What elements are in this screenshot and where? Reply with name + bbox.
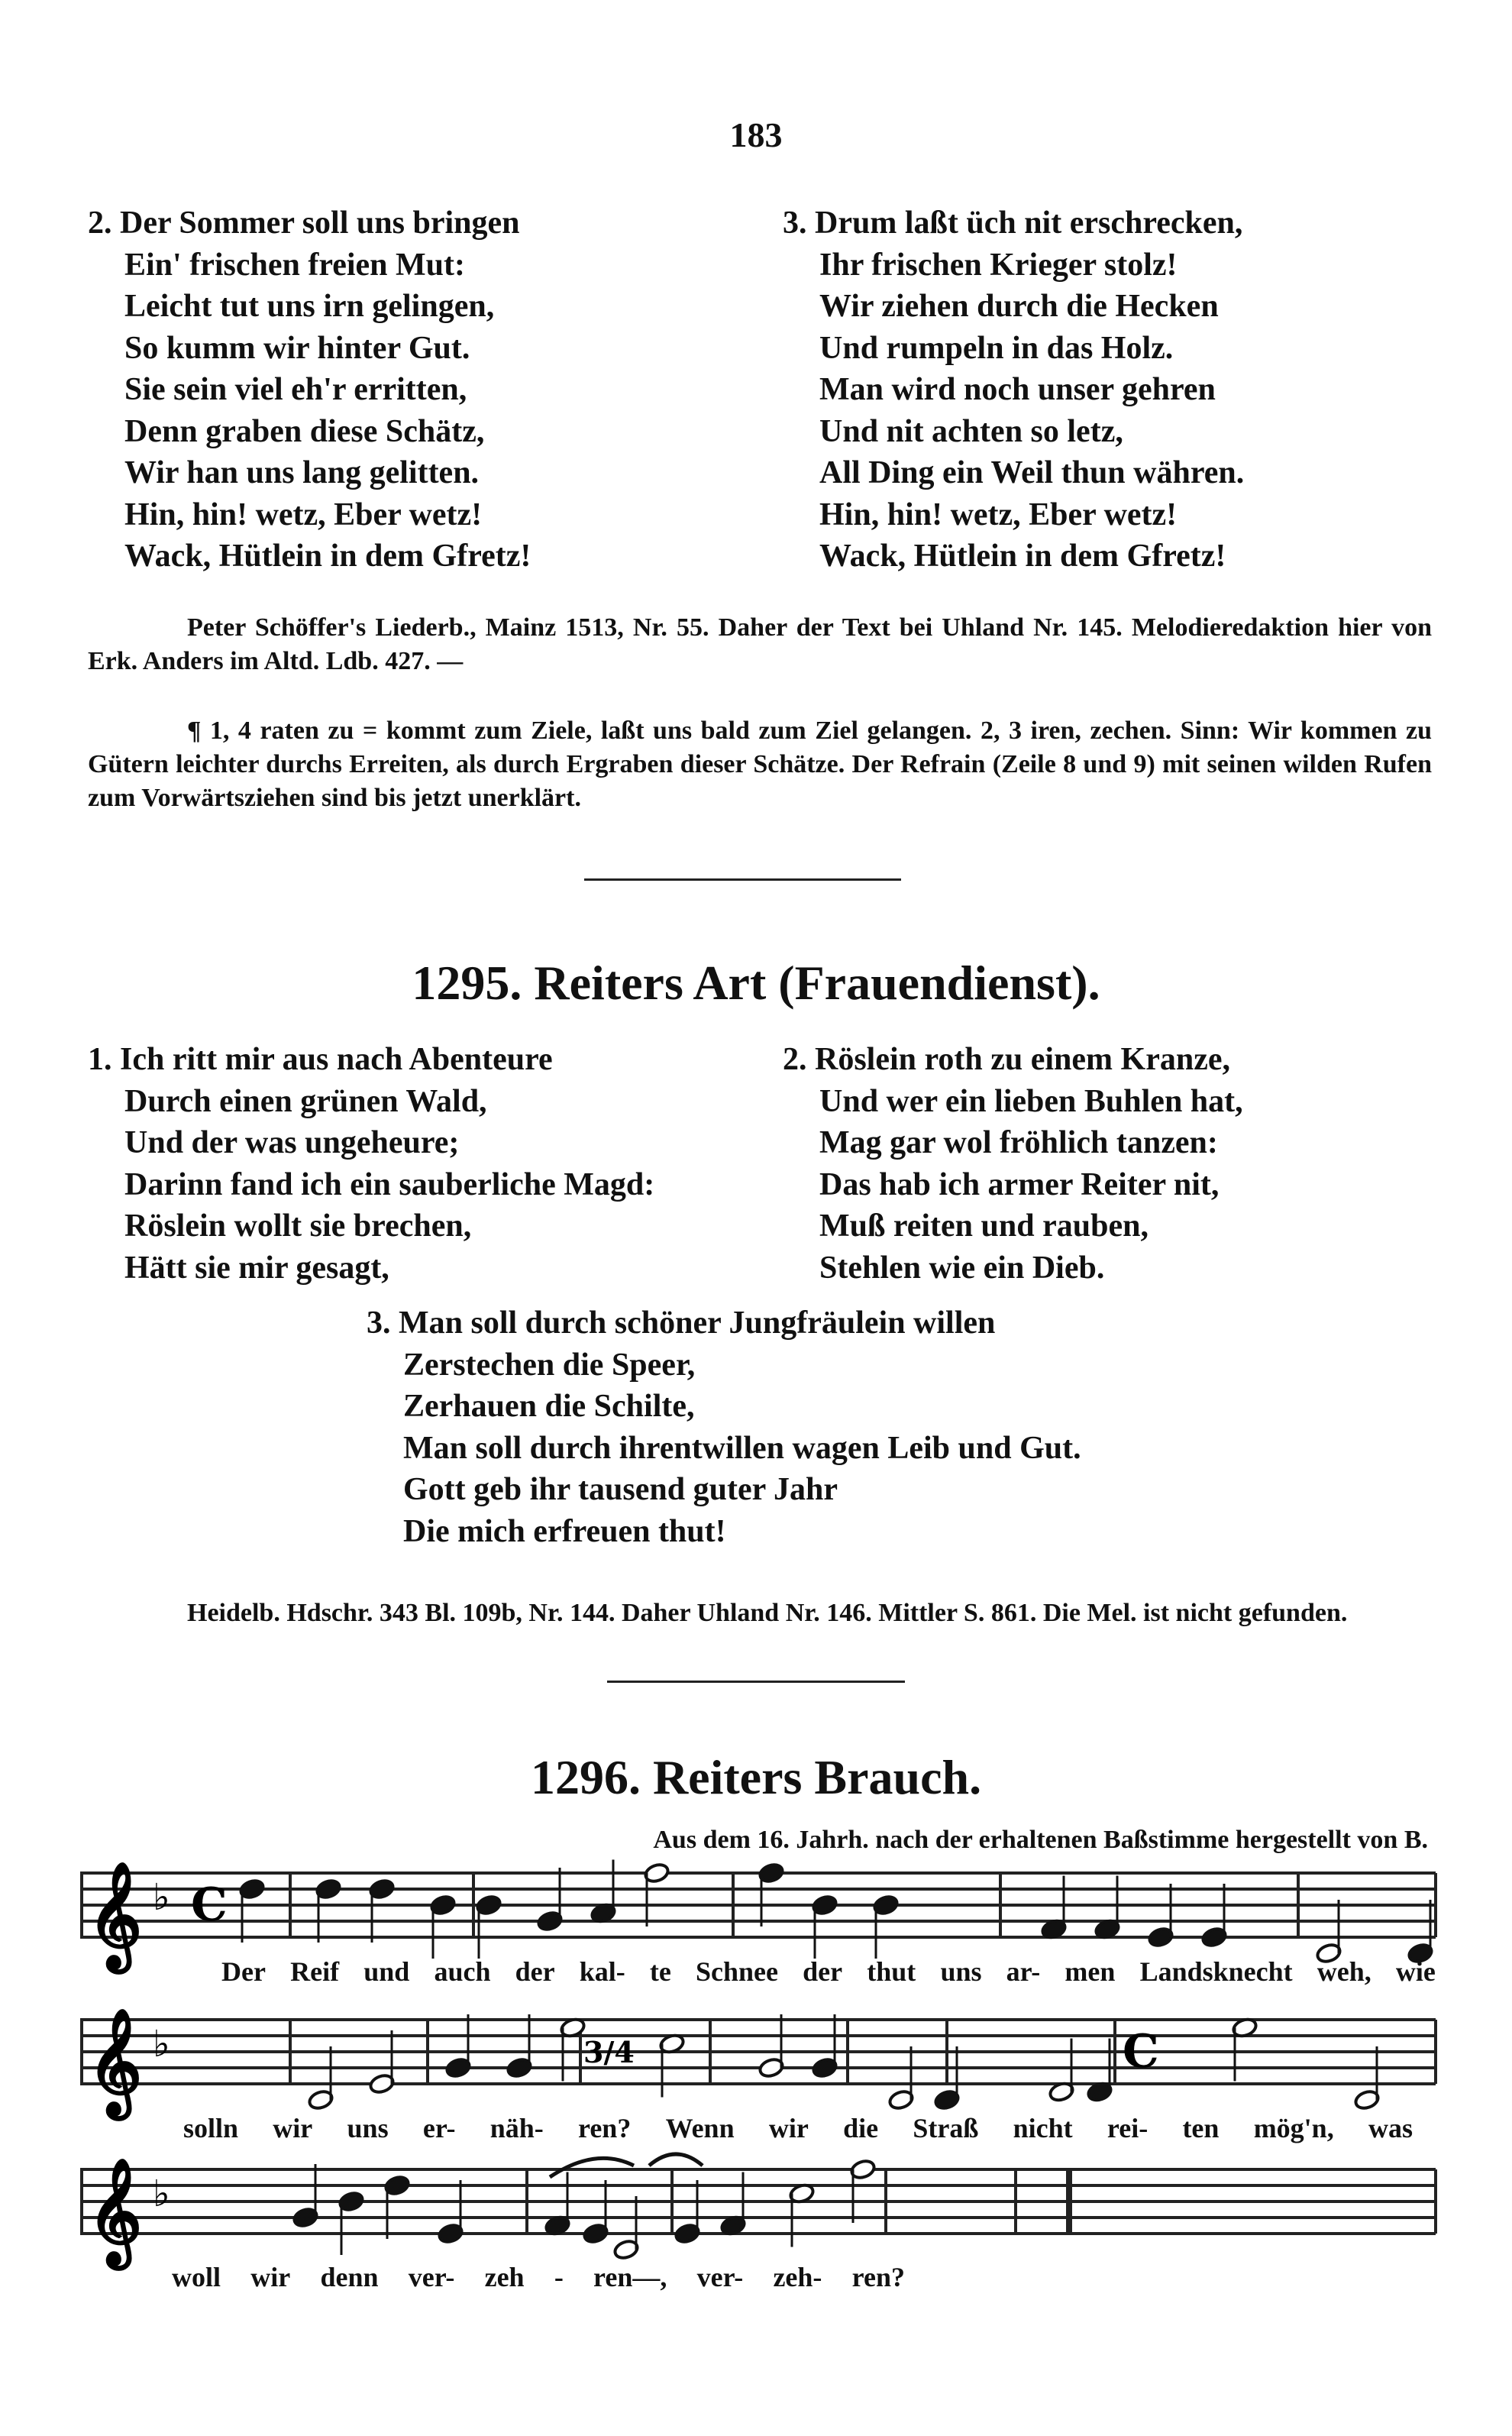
lyric-syllable: Reif bbox=[290, 1956, 340, 1987]
lyric-syllable: was bbox=[1368, 2113, 1413, 2143]
lyric-syllable: ar- bbox=[1006, 1956, 1041, 1987]
lyric-syllable: der bbox=[515, 1956, 555, 1987]
stanza-line: Darinn fand ich ein sauberliche Magd: bbox=[124, 1166, 655, 1202]
stanza-line: 3. Man soll durch schöner Jungfräulein willen bbox=[367, 1305, 996, 1341]
stanza-line: So kumm wir hinter Gut. bbox=[124, 330, 470, 366]
treble-clef-icon: 𝄞 bbox=[88, 2159, 142, 2265]
commentary-1294: ¶ 1, 4 raten zu = kommt zum Ziele, laßt uns bald zum Ziel gelangen. 2, 3 iren, zechen. Sinn: Wir kommen zu Gütern leichter durchs Erreiten, als durch Ergraben dieser Schätze. Der Refrain (Zeile 8 und 9) mit seinen wilden Rufen zum Vorwärtsziehen sind bis jetzt unerklärt. bbox=[88, 717, 1432, 812]
stanza-line: Man soll durch ihrentwillen wagen Leib und Gut. bbox=[403, 1430, 1081, 1466]
lyric-syllable: wie bbox=[1395, 1956, 1436, 1987]
stanza-line: Wack, Hütlein in dem Gfretz! bbox=[819, 539, 1226, 574]
time-signature: C bbox=[1123, 2025, 1159, 2079]
flat-sign-icon: ♭ bbox=[153, 2023, 170, 2066]
lyric-syllable: kal- bbox=[579, 1956, 625, 1987]
lyric-syllable: ren? bbox=[851, 2262, 905, 2292]
lyric-syllable: te bbox=[649, 1956, 671, 1987]
lyric-syllable: uns bbox=[940, 1956, 982, 1987]
lyric-syllable: wir bbox=[768, 2113, 809, 2143]
lyric-syllable: näh- bbox=[489, 2113, 544, 2143]
treble-clef-icon: 𝄞 bbox=[88, 2009, 142, 2115]
stanza-line: Wir han uns lang gelitten. bbox=[124, 455, 480, 490]
stanza-line: Ein' frischen freien Mut: bbox=[124, 247, 466, 283]
time-signature: C bbox=[191, 1878, 228, 1932]
stanza-line: Muß reiten und rauben, bbox=[819, 1208, 1149, 1244]
stanza-line: Und nit achten so letz, bbox=[819, 413, 1123, 449]
stanza-line: Und der was ungeheure; bbox=[124, 1125, 460, 1160]
stanza-line: Hin, hin! wetz, Eber wetz! bbox=[819, 497, 1178, 532]
lyric-syllable: der bbox=[803, 1956, 843, 1987]
stanza-line: Hätt sie mir gesagt, bbox=[124, 1250, 389, 1286]
slur bbox=[550, 2158, 634, 2177]
lyric-syllable: - bbox=[554, 2262, 564, 2292]
stanza-line: Mag gar wol fröhlich tanzen: bbox=[819, 1125, 1218, 1160]
lyric-syllable: Wenn bbox=[665, 2113, 735, 2143]
stanza-line: Und rumpeln in das Holz. bbox=[819, 330, 1174, 366]
stanza-line: Röslein wollt sie brechen, bbox=[124, 1208, 472, 1244]
stanza-line: Wack, Hütlein in dem Gfretz! bbox=[124, 539, 531, 574]
lyric-syllable: ver- bbox=[696, 2262, 744, 2292]
page-number: 183 bbox=[729, 115, 783, 154]
stanza-line: 2. Röslein roth zu einem Kranze, bbox=[783, 1042, 1230, 1077]
lyric-syllable: ren—, bbox=[593, 2262, 667, 2292]
lyric-syllable: uns bbox=[347, 2113, 389, 2143]
stanza-line: Durch einen grünen Wald, bbox=[124, 1083, 487, 1119]
lyric-syllable: nicht bbox=[1013, 2113, 1073, 2143]
time-signature: 3/4 bbox=[583, 2035, 635, 2069]
stanza-line: Wir ziehen durch die Hecken bbox=[819, 289, 1219, 324]
stanza-line: Stehlen wie ein Dieb. bbox=[819, 1250, 1105, 1286]
song-title-1296: 1296. Reiters Brauch. bbox=[530, 1750, 982, 1804]
lyrics-line-1 bbox=[221, 1956, 1436, 1988]
lyric-syllable: Schnee bbox=[696, 1956, 778, 1987]
flat-sign-icon: ♭ bbox=[153, 2172, 170, 2215]
lyric-syllable: thut bbox=[867, 1956, 916, 1987]
lyrics-line-3 bbox=[172, 2261, 905, 2293]
stanza-line: Denn graben diese Schätz, bbox=[124, 413, 485, 449]
stanza-line: Hin, hin! wetz, Eber wetz! bbox=[124, 497, 483, 532]
lyric-syllable: mög'n, bbox=[1253, 2113, 1334, 2143]
stanza-line: Man wird noch unser gehren bbox=[819, 372, 1216, 407]
lyric-syllable: men bbox=[1065, 1956, 1116, 1987]
lyric-syllable: zeh- bbox=[773, 2262, 822, 2292]
flat-sign-icon: ♭ bbox=[153, 1876, 170, 1919]
lyric-syllable: auch bbox=[434, 1956, 491, 1987]
lyric-syllable: denn bbox=[320, 2262, 379, 2292]
stanza-line: Die mich erfreuen thut! bbox=[403, 1513, 726, 1549]
lyric-syllable: Landsknecht bbox=[1139, 1956, 1293, 1987]
stanza-line: Gott geb ihr tausend guter Jahr bbox=[403, 1472, 838, 1507]
melody-attribution: Aus dem 16. Jahrh. nach der erhaltenen Baßstimme hergestellt von B. bbox=[653, 1826, 1428, 1854]
lyric-syllable: rei- bbox=[1107, 2113, 1149, 2143]
lyric-syllable: woll bbox=[172, 2262, 221, 2292]
stanza-line: Und wer ein lieben Buhlen hat, bbox=[819, 1083, 1243, 1119]
treble-clef-icon: 𝄞 bbox=[88, 1862, 142, 1969]
lyric-syllable: ver- bbox=[408, 2262, 455, 2292]
stanza-line: 3. Drum laßt üch nit erschrecken, bbox=[783, 205, 1243, 241]
stanza-line: 2. Der Sommer soll uns bringen bbox=[88, 205, 520, 241]
lyric-syllable: zeh bbox=[484, 2262, 525, 2292]
stanza-line: 1. Ich ritt mir aus nach Abenteure bbox=[88, 1042, 553, 1077]
lyric-syllable: die bbox=[843, 2113, 879, 2143]
lyric-syllable: er- bbox=[422, 2113, 456, 2143]
source-note-1294: Peter Schöffer's Liederb., Mainz 1513, Nr. 55. Daher der Text bei Uhland Nr. 145. Melodieredaktion hier von Erk. Anders im Altd. Ldb. 427. — bbox=[88, 613, 1432, 675]
stanza-line: Zerstechen die Speer, bbox=[403, 1347, 696, 1383]
stanza-line: Sie sein viel eh'r erritten, bbox=[124, 372, 467, 407]
stanza-line: Ihr frischen Krieger stolz! bbox=[819, 247, 1178, 283]
source-note-1295: Heidelb. Hdschr. 343 Bl. 109b, Nr. 144. Daher Uhland Nr. 146. Mittler S. 861. Die Mel. ist nicht gefunden. bbox=[187, 1599, 1348, 1627]
lyric-syllable: ren? bbox=[577, 2113, 632, 2143]
lyric-syllable: wir bbox=[250, 2262, 291, 2292]
stanza-line: Das hab ich armer Reiter nit, bbox=[819, 1166, 1220, 1202]
lyric-syllable: Straß bbox=[913, 2113, 979, 2143]
slur bbox=[649, 2154, 703, 2166]
song-title-1295: 1295. Reiters Art (Frauendienst). bbox=[412, 956, 1100, 1010]
stanza-line: All Ding ein Weil thun währen. bbox=[819, 455, 1245, 490]
lyric-syllable: ten bbox=[1182, 2113, 1220, 2143]
lyric-syllable: wir bbox=[273, 2113, 313, 2143]
stanza-line: Leicht tut uns irn gelingen, bbox=[124, 289, 495, 324]
lyric-syllable: Der bbox=[221, 1956, 266, 1987]
lyric-syllable: solln bbox=[183, 2113, 239, 2143]
lyric-syllable: weh, bbox=[1317, 1956, 1371, 1987]
stanza-line: Zerhauen die Schilte, bbox=[403, 1389, 695, 1424]
lyric-syllable: und bbox=[363, 1956, 410, 1987]
lyrics-line-2 bbox=[183, 2112, 1413, 2144]
